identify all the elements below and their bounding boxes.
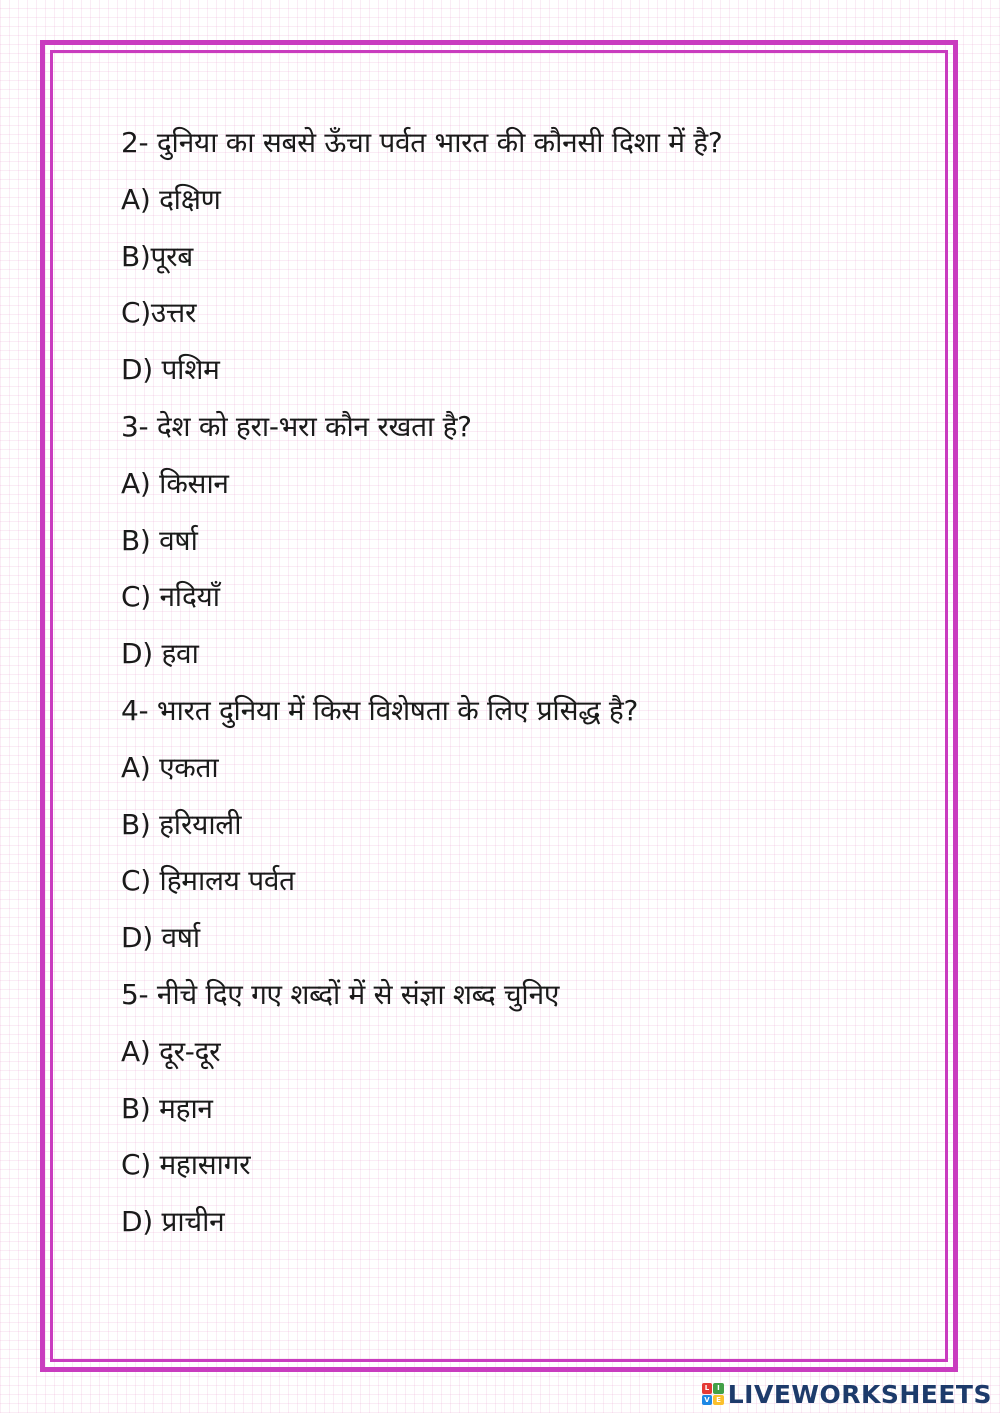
- question-4-option-c: C) हिमालय पर्वत: [121, 864, 295, 898]
- question-2-option-b: B)पूरब: [121, 239, 193, 273]
- liveworksheets-watermark: [702, 1377, 992, 1411]
- question-3-option-b: B) वर्षा: [121, 523, 198, 557]
- logo-tile-l: L: [702, 1383, 713, 1394]
- liveworksheets-brand-name: LIVEWORKSHEETS: [727, 1379, 992, 1409]
- question-2: 2- दुनिया का सबसे ऊँचा पर्वत भारत की कौनसी दिशा में है?: [121, 126, 723, 159]
- logo-tile-v: V: [702, 1395, 713, 1406]
- question-5: 5- नीचे दिए गए शब्दों में से संज्ञा शब्द चुनिए: [121, 977, 560, 1011]
- question-5-option-b: B) महान: [121, 1091, 213, 1125]
- worksheet-content: [121, 118, 921, 1254]
- question-2-option-c: C)उत्तर: [121, 296, 197, 330]
- question-5-option-c: C) महासागर: [121, 1148, 251, 1182]
- question-2-option-d: D) पशिम: [121, 353, 220, 387]
- question-3-option-d: D) हवा: [121, 637, 199, 671]
- question-2-option-a: A) दक्षिण: [121, 182, 221, 216]
- question-4-option-b: B) हरियाली: [121, 807, 242, 841]
- liveworksheets-logo-icon: [702, 1383, 724, 1405]
- question-5-option-a: A) दूर-दूर: [121, 1034, 221, 1068]
- question-4-option-a: A) एकता: [121, 750, 219, 784]
- question-3-option-a: A) किसान: [121, 466, 229, 500]
- logo-tile-e: E: [713, 1395, 724, 1406]
- question-5-option-d: D) प्राचीन: [121, 1205, 225, 1239]
- question-3: 3- देश को हरा-भरा कौन रखता है?: [121, 409, 472, 443]
- question-4-option-d: D) वर्षा: [121, 921, 200, 955]
- question-3-option-c: C) नदियाँ: [121, 580, 220, 614]
- question-4: 4- भारत दुनिया में किस विशेषता के लिए प्रसिद्ध है?: [121, 693, 639, 727]
- logo-tile-i: I: [713, 1383, 724, 1394]
